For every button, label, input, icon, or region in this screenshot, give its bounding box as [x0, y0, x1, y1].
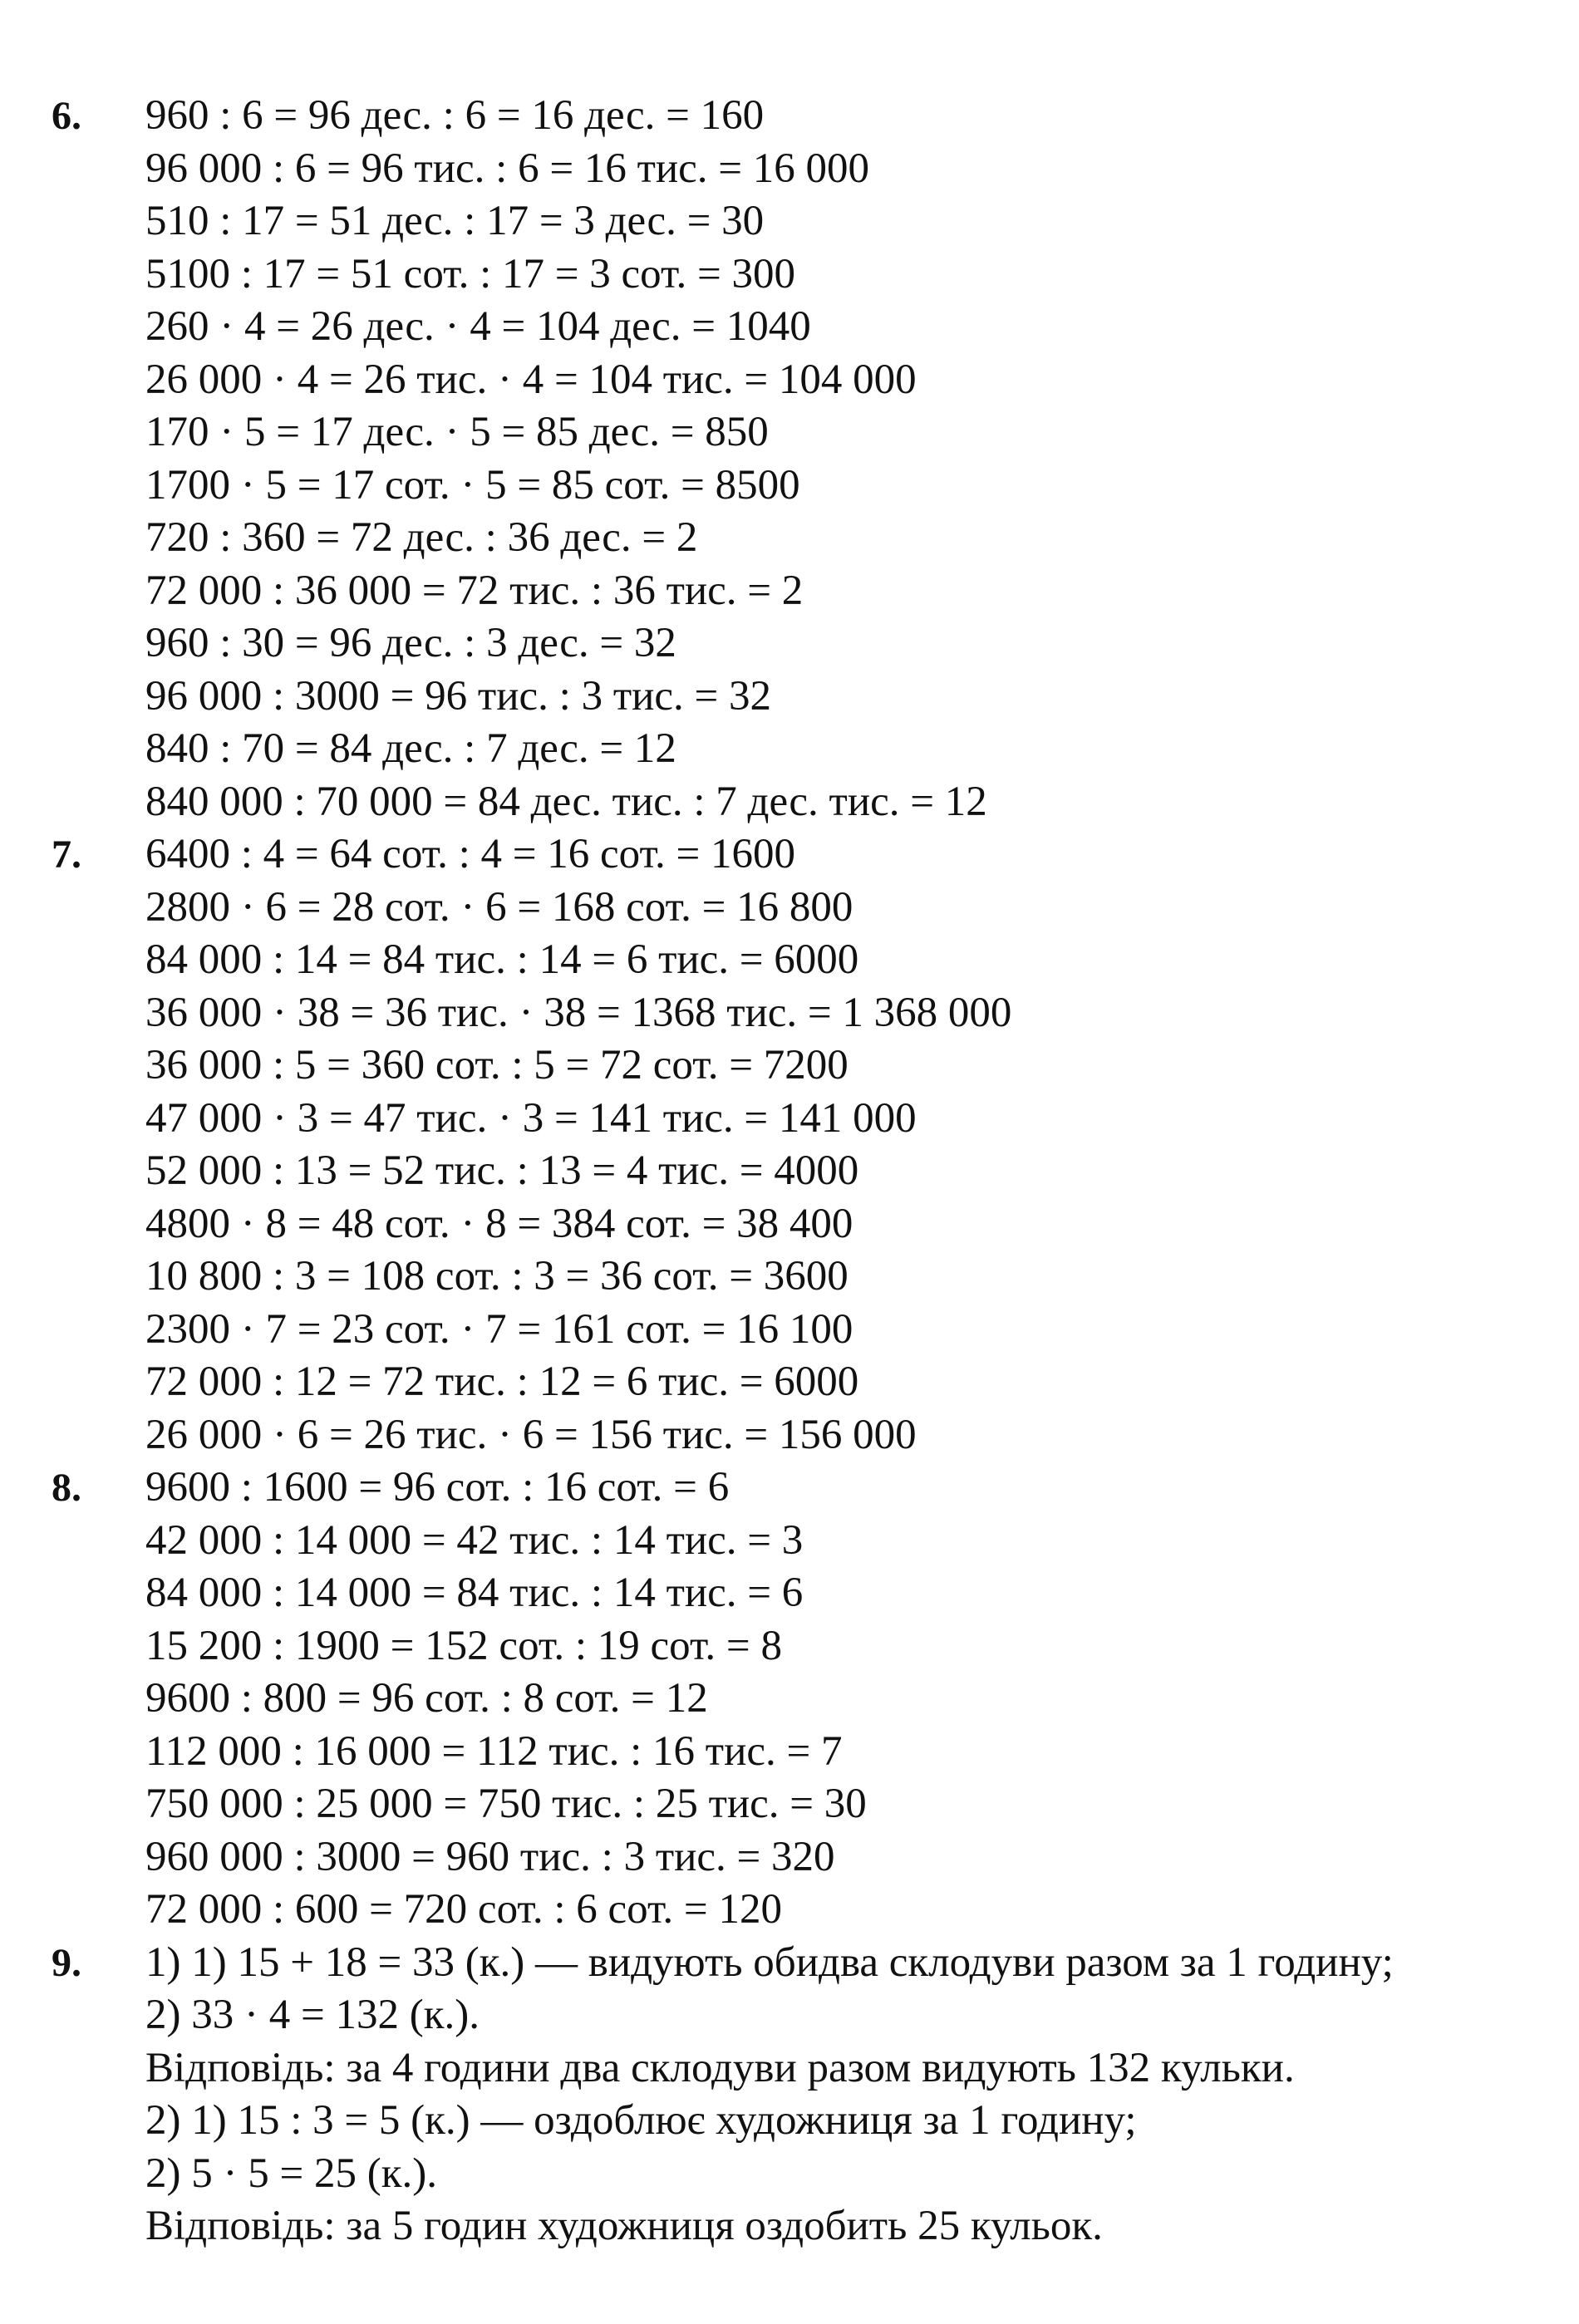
equation-line: 72 000 : 12 = 72 тис. : 12 = 6 тис. = 6000 [145, 1359, 859, 1405]
equation-line: 42 000 : 14 000 = 42 тис. : 14 тис. = 3 [145, 1516, 804, 1564]
equation-line: 10 800 : 3 = 108 сот. : 3 = 36 сот. = 3600 [145, 1253, 849, 1300]
equation-line: 84 000 : 14 = 84 тис. : 14 = 6 тис. = 6000 [145, 936, 859, 983]
equation-line: 840 000 : 70 000 = 84 дес. тис. : 7 дес. тис. = 12 [145, 778, 987, 825]
answer-line: Відповідь: за 4 години два склодуви разом видують 132 кульки. [145, 2044, 1295, 2091]
equation-line: 26 000 · 4 = 26 тис. · 4 = 104 тис. = 104 000 [145, 356, 917, 403]
solution-line: 2) 1) 15 : 3 = 5 (к.) — оздоблює художниця за 1 годину; [145, 2097, 1137, 2144]
equation-line: 2300 · 7 = 23 сот. · 7 = 161 сот. = 16 100 [145, 1305, 853, 1353]
equation-line: 72 000 : 600 = 720 сот. : 6 сот. = 120 [145, 1886, 782, 1933]
equation-line: 720 : 360 = 72 дес. : 36 дес. = 2 [145, 514, 698, 561]
answer-line: Відповідь: за 5 годин художниця оздобить 25 кульок. [145, 2203, 1103, 2249]
equation-line: 960 000 : 3000 = 960 тис. : 3 тис. = 320 [145, 1833, 835, 1880]
equation-line: 960 : 30 = 96 дес. : 3 дес. = 32 [145, 620, 676, 666]
equation-line: 4800 · 8 = 48 сот. · 8 = 384 сот. = 38 400 [145, 1200, 853, 1247]
equation-line: 26 000 · 6 = 26 тис. · 6 = 156 тис. = 156 000 [145, 1411, 917, 1458]
exercise-lines [145, 1462, 1579, 1937]
exercise-number: 8. [52, 1466, 81, 1510]
exercise-6 [0, 90, 1579, 828]
equation-line: 47 000 · 3 = 47 тис. · 3 = 141 тис. = 141 000 [145, 1094, 917, 1142]
equation-line: 36 000 : 5 = 360 сот. : 5 = 72 сот. = 7200 [145, 1042, 849, 1088]
equation-line: 5100 : 17 = 51 сот. : 17 = 3 сот. = 300 [145, 250, 795, 297]
equation-line: 36 000 · 38 = 36 тис. · 38 = 1368 тис. = 1 368 000 [145, 989, 1012, 1036]
exercise-number: 9. [52, 1940, 81, 1985]
equation-line: 1700 · 5 = 17 сот. · 5 = 85 сот. = 8500 [145, 461, 800, 509]
equation-line: 2800 · 6 = 28 сот. · 6 = 168 сот. = 16 800 [145, 883, 853, 931]
equation-line: 260 · 4 = 26 дес. · 4 = 104 дес. = 1040 [145, 303, 811, 350]
exercise-8 [0, 1462, 1579, 1937]
exercise-lines [145, 828, 1579, 1462]
equation-line: 840 : 70 = 84 дес. : 7 дес. = 12 [145, 725, 676, 772]
equation-line: 9600 : 800 = 96 сот. : 8 сот. = 12 [145, 1675, 708, 1722]
exercise-lines [145, 1937, 1579, 2253]
exercise-lines [145, 90, 1579, 828]
exercise-number: 7. [52, 833, 81, 877]
exercise-number: 6. [52, 94, 81, 138]
solution-line: 2) 5 · 5 = 25 (к.). [145, 2150, 437, 2197]
equation-line: 84 000 : 14 000 = 84 тис. : 14 тис. = 6 [145, 1570, 804, 1616]
equation-line: 750 000 : 25 000 = 750 тис. : 25 тис. = 30 [145, 1781, 867, 1827]
exercise-9 [0, 1937, 1579, 2253]
equation-line: 960 : 6 = 96 дес. : 6 = 16 дес. = 160 [145, 92, 765, 139]
equation-line: 72 000 : 36 000 = 72 тис. : 36 тис. = 2 [145, 567, 804, 614]
equation-line: 96 000 : 6 = 96 тис. : 6 = 16 тис. = 16 000 [145, 145, 870, 192]
solution-line: 1) 1) 15 + 18 = 33 (к.) — видують обидва склодуви разом за 1 годину; [145, 1938, 1394, 1986]
equation-line: 52 000 : 13 = 52 тис. : 13 = 4 тис. = 4000 [145, 1147, 859, 1194]
equation-line: 112 000 : 16 000 = 112 тис. : 16 тис. = 7 [145, 1727, 843, 1775]
solution-line: 2) 33 · 4 = 132 (к.). [145, 1992, 480, 2038]
equation-line: 170 · 5 = 17 дес. · 5 = 85 дес. = 850 [145, 409, 769, 455]
equation-line: 510 : 17 = 51 дес. : 17 = 3 дес. = 30 [145, 198, 765, 244]
equation-line: 9600 : 1600 = 96 сот. : 16 сот. = 6 [145, 1464, 730, 1511]
exercise-7 [0, 828, 1579, 1462]
equation-line: 96 000 : 3000 = 96 тис. : 3 тис. = 32 [145, 672, 772, 720]
equation-line: 15 200 : 1900 = 152 сот. : 19 сот. = 8 [145, 1622, 782, 1669]
equation-line: 6400 : 4 = 64 сот. : 4 = 16 сот. = 1600 [145, 831, 795, 877]
